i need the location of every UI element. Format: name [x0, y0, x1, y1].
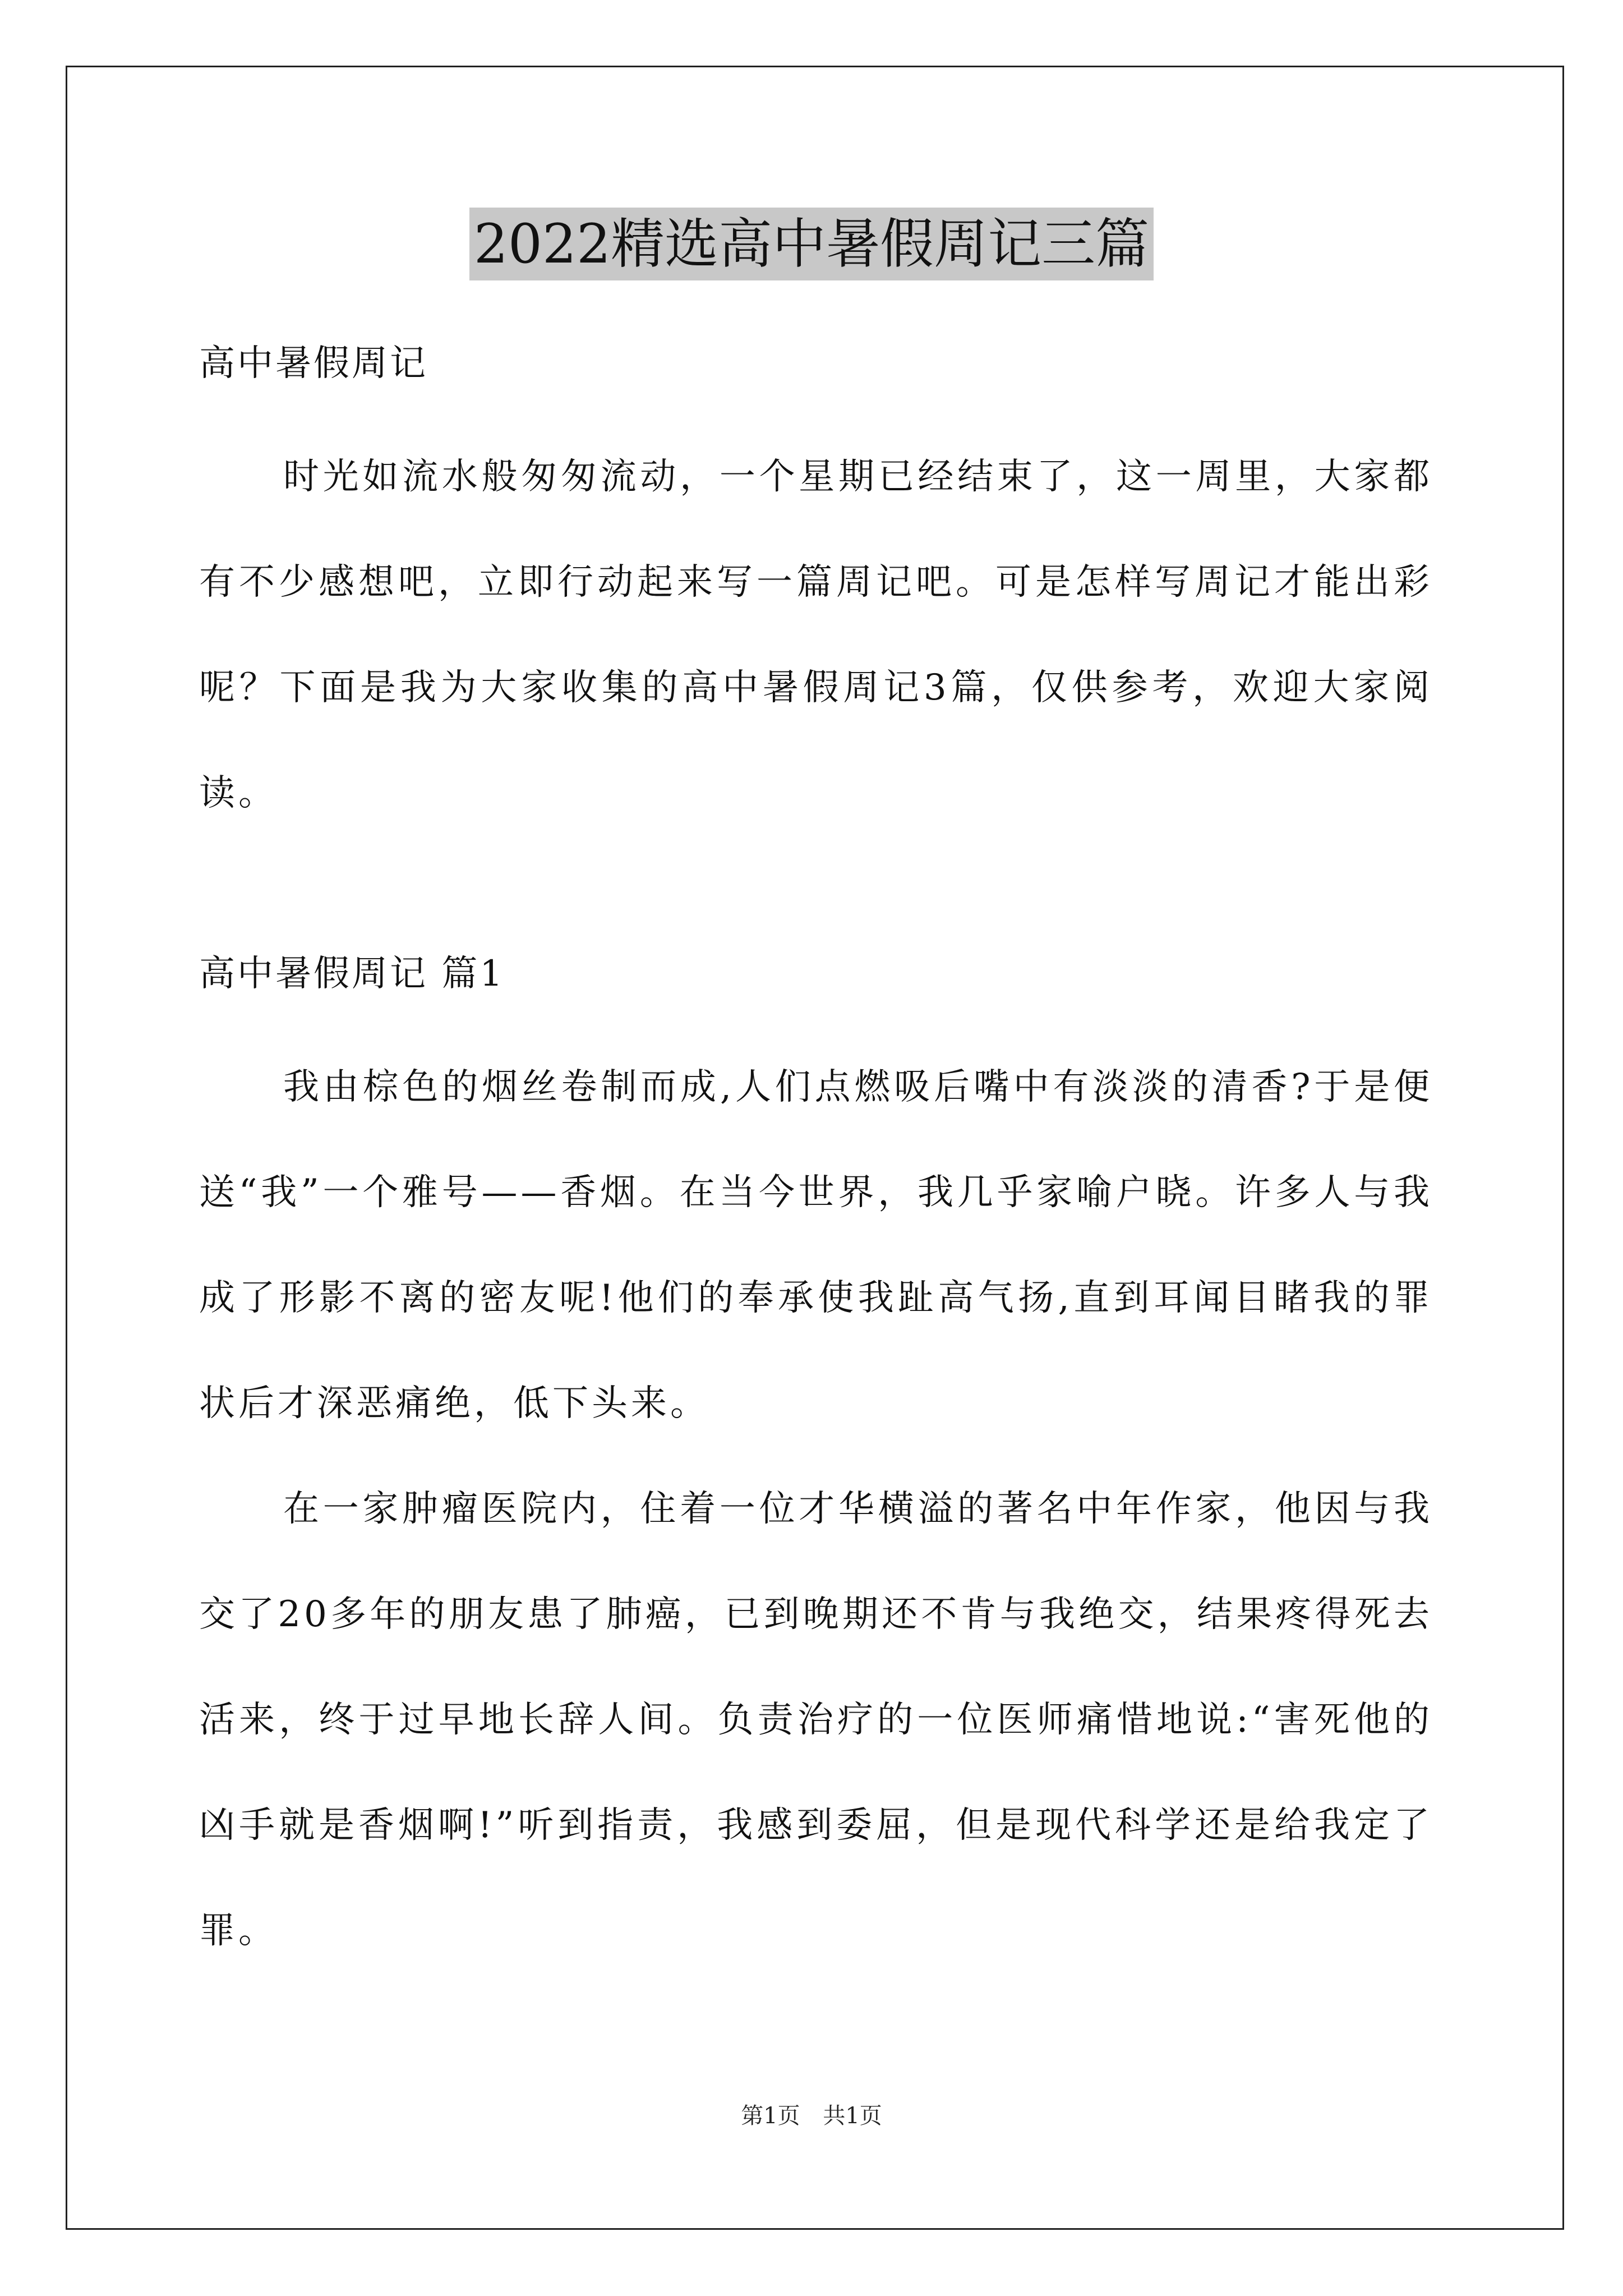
page-total: 共1页	[823, 2103, 882, 2129]
body-paragraph: 在一家肿瘤医院内，住着一位才华横溢的著名中年作家，他因与我交了20多年的朋友患了肺癌，已到晚期还不肯与我绝交，结果疼得死去活来，终于过早地长辞人间。负责治疗的一位医师痛惜地说:“害死他的凶手就是香烟啊!”听到指责，我感到委屈，但是现代科学还是给我定了罪。	[199, 1488, 1433, 1952]
title-container	[0, 208, 1623, 280]
intro-heading: 高中暑假周记	[199, 343, 428, 384]
document-title: 2022精选高中暑假周记三篇	[469, 208, 1154, 280]
page-footer	[0, 2098, 1623, 2130]
body-paragraph: 我由棕色的烟丝卷制而成,人们点燃吸后嘴中有淡淡的清香?于是便送“我”一个雅号——香烟。在当今世界，我几乎家喻户晓。许多人与我成了形影不离的密友呢!他们的奉承使我趾高气扬,直到耳闻目睹我的罪状后才深恶痛绝，低下头来。	[199, 1066, 1433, 1424]
intro-paragraph: 时光如流水般匆匆流动，一个星期已经结束了，这一周里，大家都有不少感想吧，立即行动起来写一篇周记吧。可是怎样写周记才能出彩呢？下面是我为大家收集的高中暑假周记3篇，仅供参考，欢迎大家阅读。	[199, 456, 1433, 814]
document-body	[199, 337, 1433, 1984]
section-heading: 高中暑假周记 篇1	[199, 953, 505, 995]
page-number: 第1页	[741, 2103, 800, 2129]
